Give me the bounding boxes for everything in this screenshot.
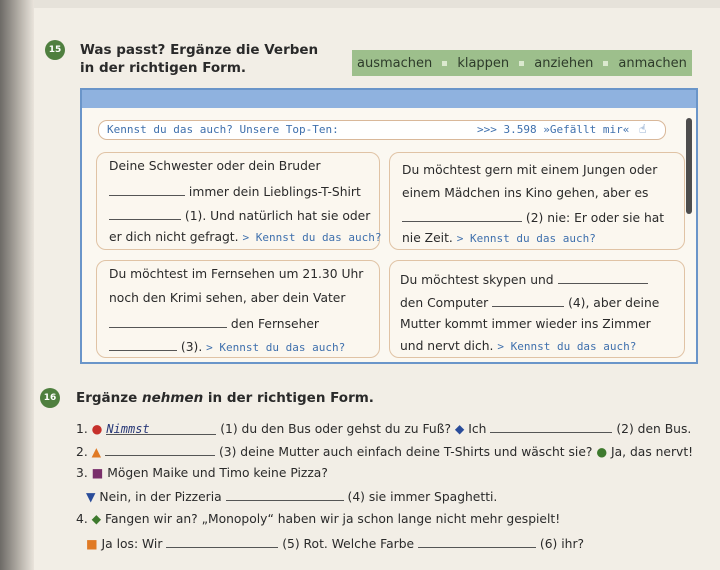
question-text: Fangen wir an? „Monopoly“ haben wir ja schon lange nicht mehr gespielt! (105, 512, 561, 526)
question-number: 4. (76, 512, 88, 526)
question-text: (1) du den Bus oder gehst du zu Fuß? (220, 422, 451, 436)
card-1-text: immer dein Lieblings-T-Shirt (188, 185, 361, 199)
answer-blank[interactable] (109, 315, 227, 328)
word-bank (352, 50, 692, 76)
answer-field-6[interactable] (418, 535, 536, 548)
card-1-line-2 (109, 183, 361, 199)
card-1-line-4 (109, 230, 382, 244)
answer-blank[interactable] (558, 271, 648, 284)
exercise-16-badge: 16 (40, 388, 60, 408)
card-4-text: (4), aber deine (568, 296, 660, 310)
card-1-line-1: Deine Schwester oder dein Bruder (109, 159, 321, 173)
card-1-line-3 (109, 207, 370, 223)
red-dot-icon: ● (91, 422, 103, 436)
question-text: Mögen Maike und Timo keine Pizza? (107, 466, 328, 480)
question-number: 1. (76, 422, 88, 436)
question-text: (3) deine Mutter auch einfach deine T-Shirts und wäscht sie? (218, 445, 593, 459)
answer-field-4[interactable] (226, 488, 344, 501)
answer-blank[interactable] (402, 209, 522, 222)
card-3-line-4 (109, 338, 345, 354)
answer-blank[interactable] (109, 338, 177, 351)
question-4 (76, 512, 560, 526)
card-4-text: Du möchtest skypen und (400, 273, 554, 287)
word-bank-item: klappen (457, 55, 510, 71)
kennst-du-das-link[interactable]: > Kennst du das auch? (456, 232, 596, 245)
card-2-line-4 (402, 231, 596, 245)
question-text: Ja, das nervt! (611, 445, 694, 459)
card-3-line-1: Du möchtest im Fernsehen um 21.30 Uhr (109, 267, 364, 281)
word-bank-item: anziehen (534, 55, 594, 71)
card-4-line-3: Mutter kommt immer wieder ins Zimmer (400, 317, 651, 331)
card-3-text: den Fernseher (230, 317, 319, 331)
word-bank-item: anmachen (618, 55, 687, 71)
answer-blank[interactable] (109, 207, 181, 220)
question-1 (76, 420, 691, 436)
card-2-line-3 (402, 209, 664, 225)
social-post-frame (80, 88, 698, 364)
scrollbar-thumb (686, 118, 692, 214)
card-1-text: (1). Und natürlich hat sie oder (184, 209, 371, 223)
question-text: Ja los: Wir (101, 537, 163, 551)
exercise-15-title-line2: in der richtigen Form. (80, 60, 247, 76)
green-dot-icon: ● (596, 445, 608, 459)
question-text: (6) ihr? (539, 537, 585, 551)
question-number: 2. (76, 445, 88, 459)
separator-square (519, 61, 524, 66)
card-2-line-2: einem Mädchen ins Kino gehen, aber es (402, 186, 649, 200)
question-text: (4) sie immer Spaghetti. (347, 490, 498, 504)
card-2-text: (2) nie: Er oder sie hat (525, 211, 665, 225)
blue-diamond-icon: ◆ (454, 422, 465, 436)
card-4-line-4 (400, 339, 636, 353)
title-verb: nehmen (141, 390, 204, 406)
kennst-du-das-link[interactable]: > Kennst du das auch? (206, 341, 346, 354)
card-4-text: und nervt dich. (400, 339, 494, 353)
like-count: >>> 3.598 »Gefällt mir« (477, 123, 630, 136)
question-4-reply (86, 535, 584, 551)
orange-square-icon: ■ (86, 537, 98, 551)
card-3-text: (3). (180, 340, 203, 354)
browser-title-bar (82, 90, 696, 108)
answer-field-3[interactable] (105, 443, 215, 456)
card-3-line-2: noch den Krimi sehen, aber dein Vater (109, 291, 346, 305)
card-4-text: den Computer (400, 296, 489, 310)
question-text: (5) Rot. Welche Farbe (282, 537, 415, 551)
question-text: Nein, in der Pizzeria (99, 490, 222, 504)
question-text: Ich (468, 422, 487, 436)
card-4-line-1 (400, 271, 648, 287)
question-3 (76, 466, 328, 480)
orange-triangle-icon: ▲ (91, 445, 102, 459)
top-strip (34, 0, 720, 8)
question-text: (2) den Bus. (616, 422, 692, 436)
separator-square (442, 61, 447, 66)
purple-square-icon: ■ (91, 466, 104, 480)
post-card-1 (96, 152, 380, 250)
answer-blank[interactable] (109, 183, 185, 196)
card-2-text: nie Zeit. (402, 231, 453, 245)
kennst-du-das-link[interactable]: > Kennst du das auch? (497, 340, 637, 353)
top-ten-label: Kennst du das auch? Unsere Top-Ten: (107, 123, 339, 136)
book-spine-shadow (0, 0, 34, 570)
post-card-4 (389, 260, 685, 358)
answer-field-2[interactable] (490, 420, 612, 433)
card-3-line-3 (109, 315, 319, 331)
card-4-line-2 (400, 294, 659, 310)
kennst-du-das-link[interactable]: > Kennst du das auch? (242, 231, 382, 244)
green-diamond-icon: ◆ (91, 512, 102, 526)
word-bank-item: ausmachen (357, 55, 433, 71)
exercise-15-title-line1: Was passt? Ergänze die Verben (80, 42, 319, 58)
post-card-2 (389, 152, 685, 250)
thumbs-up-icon: ☝ (639, 122, 647, 136)
exercise-15-badge: 15 (45, 40, 65, 60)
question-number: 3. (76, 466, 88, 480)
exercise-16-title (76, 390, 374, 406)
answer-field-5[interactable] (166, 535, 278, 548)
top-ten-banner (98, 120, 666, 140)
question-3-reply (86, 488, 497, 504)
card-1-text: er dich nicht gefragt. (109, 230, 239, 244)
title-text: Ergänze (76, 390, 138, 406)
down-triangle-icon: ▼ (86, 490, 96, 504)
card-2-line-1: Du möchtest gern mit einem Jungen oder (402, 163, 658, 177)
title-text: in der richtigen Form. (207, 390, 374, 406)
question-2 (76, 443, 693, 459)
answer-field-1[interactable]: Nimmst (106, 422, 216, 435)
post-card-3 (96, 260, 380, 358)
separator-square (603, 61, 608, 66)
answer-blank[interactable] (492, 294, 564, 307)
